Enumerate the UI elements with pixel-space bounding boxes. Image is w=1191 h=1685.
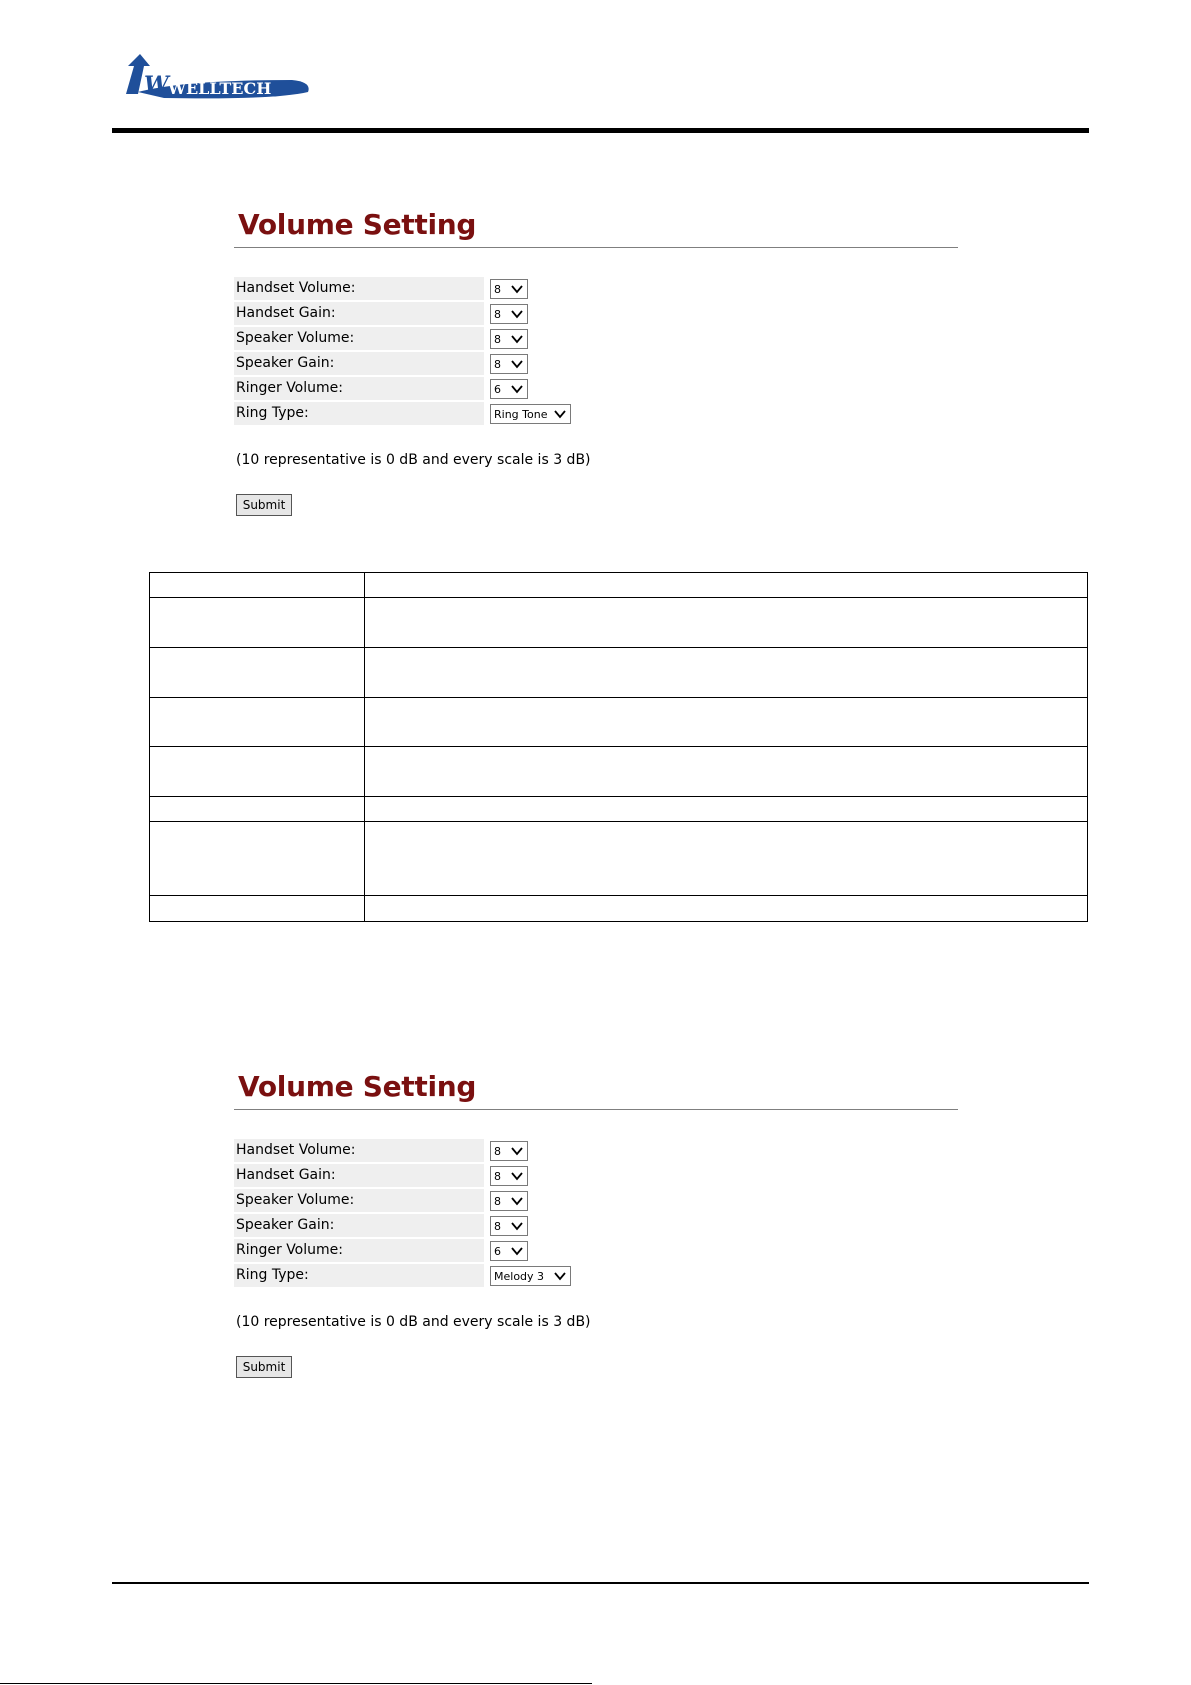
footnote-rule [0, 1683, 592, 1684]
select-value: 8 [494, 1219, 501, 1233]
handset-gain-select[interactable] [490, 1166, 528, 1186]
speaker-gain-label: Speaker Gain: [234, 352, 484, 375]
ring-type-select[interactable] [490, 1266, 571, 1286]
speaker-volume-label: Speaker Volume: [234, 1189, 484, 1212]
ring-type-label: Ring Type: [234, 1264, 484, 1287]
table-row [150, 747, 1088, 797]
welltech-logo [124, 52, 314, 102]
ringer-volume-label: Ringer Volume: [234, 1239, 484, 1262]
select-value: 8 [494, 357, 501, 371]
ring-type-row [234, 401, 964, 426]
speaker-gain-row [234, 351, 964, 376]
ringer-volume-select[interactable] [490, 379, 528, 399]
table-row [150, 822, 1088, 896]
chevron-down-icon [510, 332, 524, 346]
table-cell [365, 698, 1088, 747]
chevron-down-icon [510, 1194, 524, 1208]
table-row [150, 598, 1088, 648]
ring-type-label: Ring Type: [234, 402, 484, 425]
handset-gain-label: Handset Gain: [234, 302, 484, 325]
table-row [150, 573, 1088, 598]
select-value: 6 [494, 1244, 501, 1258]
select-value: 8 [494, 307, 501, 321]
handset-volume-row [234, 276, 964, 301]
panel-title-rule [234, 247, 958, 248]
speaker-gain-select[interactable] [490, 354, 528, 374]
ring-type-select[interactable] [490, 404, 571, 424]
speaker-gain-row [234, 1213, 964, 1238]
panel-title: Volume Setting [238, 1070, 477, 1103]
table-cell [150, 797, 365, 822]
table-cell [150, 648, 365, 698]
footer-rule [112, 1582, 1089, 1584]
speaker-volume-row [234, 1188, 964, 1213]
chevron-down-icon [510, 1219, 524, 1233]
chevron-down-icon [553, 407, 567, 421]
table-row [150, 698, 1088, 747]
ringer-volume-label: Ringer Volume: [234, 377, 484, 400]
table-cell [365, 573, 1088, 598]
handset-volume-label: Handset Volume: [234, 277, 484, 300]
volume-setting-panel-melody [234, 1067, 964, 1378]
handset-volume-select[interactable] [490, 1141, 528, 1161]
select-value: 6 [494, 382, 501, 396]
table-cell [365, 598, 1088, 648]
db-scale-note: (10 representative is 0 dB and every scale is 3 dB) [236, 1314, 591, 1330]
select-value: Melody 3 [494, 1269, 545, 1283]
speaker-volume-select[interactable] [490, 1191, 528, 1211]
panel-title-rule [234, 1109, 958, 1110]
ringer-volume-row [234, 1238, 964, 1263]
submit-button[interactable]: Submit [236, 1356, 292, 1378]
handset-volume-select[interactable] [490, 279, 528, 299]
description-table [149, 572, 1088, 922]
chevron-down-icon [510, 357, 524, 371]
handset-gain-row [234, 1163, 964, 1188]
select-value: 8 [494, 332, 501, 346]
speaker-volume-select[interactable] [490, 329, 528, 349]
select-value: 8 [494, 282, 501, 296]
table-row [150, 896, 1088, 922]
chevron-down-icon [510, 382, 524, 396]
table-cell [365, 797, 1088, 822]
table-cell [150, 573, 365, 598]
table-cell [365, 747, 1088, 797]
table-cell [150, 896, 365, 922]
table-row [150, 797, 1088, 822]
speaker-volume-row [234, 326, 964, 351]
speaker-volume-label: Speaker Volume: [234, 327, 484, 350]
chevron-down-icon [510, 307, 524, 321]
handset-volume-label: Handset Volume: [234, 1139, 484, 1162]
ringer-volume-row [234, 376, 964, 401]
panel-title: Volume Setting [238, 208, 477, 241]
select-value: 8 [494, 1194, 501, 1208]
select-value: 8 [494, 1169, 501, 1183]
table-cell [150, 747, 365, 797]
select-value: 8 [494, 1144, 501, 1158]
handset-volume-row [234, 1138, 964, 1163]
handset-gain-label: Handset Gain: [234, 1164, 484, 1187]
ringer-volume-select[interactable] [490, 1241, 528, 1261]
table-cell [365, 648, 1088, 698]
logo-text: WELLTECH [168, 79, 272, 98]
chevron-down-icon [510, 282, 524, 296]
chevron-down-icon [553, 1269, 567, 1283]
table-row [150, 648, 1088, 698]
speaker-gain-label: Speaker Gain: [234, 1214, 484, 1237]
chevron-down-icon [510, 1144, 524, 1158]
speaker-gain-select[interactable] [490, 1216, 528, 1236]
table-cell [365, 822, 1088, 896]
chevron-down-icon [510, 1244, 524, 1258]
table-cell [150, 598, 365, 648]
svg-text:W: W [144, 72, 169, 98]
handset-gain-row [234, 301, 964, 326]
ring-type-row [234, 1263, 964, 1288]
table-cell [365, 896, 1088, 922]
volume-setting-panel-ringtone [234, 205, 964, 516]
handset-gain-select[interactable] [490, 304, 528, 324]
submit-button[interactable]: Submit [236, 494, 292, 516]
select-value: Ring Tone [494, 407, 548, 421]
chevron-down-icon [510, 1169, 524, 1183]
header-rule [112, 128, 1089, 133]
db-scale-note: (10 representative is 0 dB and every scale is 3 dB) [236, 452, 591, 468]
table-cell [150, 698, 365, 747]
table-cell [150, 822, 365, 896]
